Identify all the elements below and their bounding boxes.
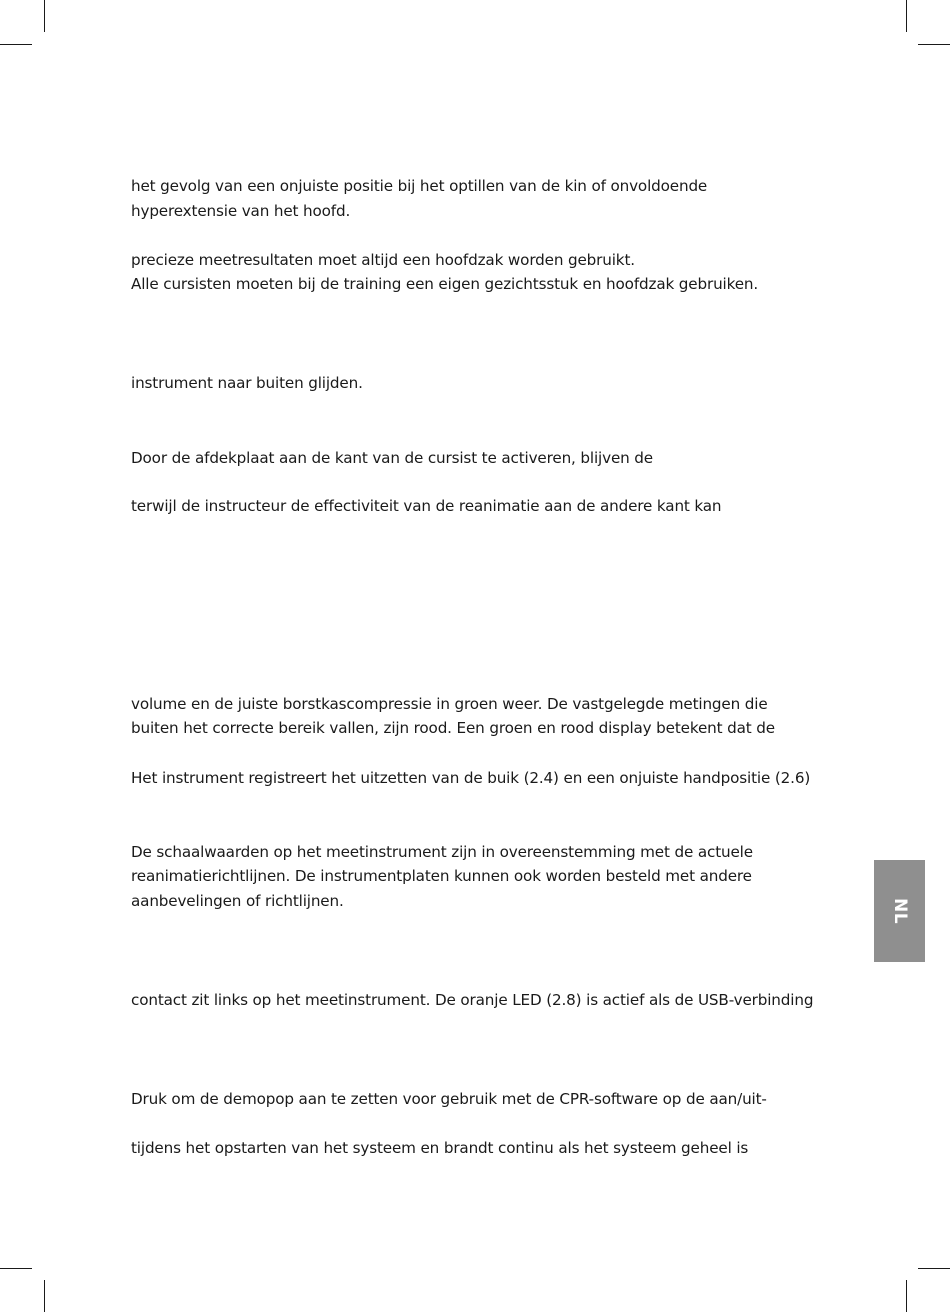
text-line: De schaalwaarden op het meetinstrument zijn in overeenstemming met de actuele [131, 843, 753, 861]
crop-mark-top-left-horizontal [0, 44, 32, 45]
crop-mark-bottom-left-horizontal [0, 1268, 32, 1269]
text-line: Druk om de demopop aan te zetten voor gebruik met de CPR-software op de aan/uit- [131, 1090, 767, 1108]
text-line: hyperextensie van het hoofd. [131, 202, 351, 220]
text-line: Alle cursisten moeten bij de training een eigen gezichtsstuk en hoofdzak gebruiken. [131, 275, 759, 293]
crop-mark-top-right-horizontal [918, 44, 950, 45]
text-line: instrument naar buiten glijden. [131, 374, 363, 392]
text-line: tijdens het opstarten van het systeem en brandt continu als het systeem geheel is [131, 1139, 749, 1157]
text-line: aanbevelingen of richtlijnen. [131, 892, 344, 910]
text-line: volume en de juiste borstkascompressie in groen weer. De vastgelegde metingen die [131, 695, 768, 713]
crop-mark-bottom-right-horizontal [918, 1268, 950, 1269]
text-line: terwijl de instructeur de effectiviteit van de reanimatie aan de andere kant kan [131, 497, 722, 515]
text-line: buiten het correcte bereik vallen, zijn rood. Een groen en rood display betekent dat de [131, 719, 775, 737]
text-line: Het instrument registreert het uitzetten van de buik (2.4) en een onjuiste handpositie (2.6) [131, 769, 811, 787]
text-line: contact zit links op het meetinstrument. De oranje LED (2.8) is actief als de USB-verbinding [131, 991, 814, 1009]
text-line: reanimatierichtlijnen. De instrumentplaten kunnen ook worden besteld met andere [131, 867, 752, 885]
language-tab [874, 860, 925, 962]
text-line: het gevolg van een onjuiste positie bij het optillen van de kin of onvoldoende [131, 177, 708, 195]
crop-mark-top-left-vertical [44, 0, 45, 32]
crop-mark-bottom-right-vertical [906, 1280, 907, 1312]
crop-mark-bottom-left-vertical [44, 1280, 45, 1312]
text-line: precieze meetresultaten moet altijd een hoofdzak worden gebruikt. [131, 251, 635, 269]
language-tab-label: NL [889, 897, 910, 925]
crop-mark-top-right-vertical [906, 0, 907, 32]
text-line: Door de afdekplaat aan de kant van de cursist te activeren, blijven de [131, 449, 653, 467]
